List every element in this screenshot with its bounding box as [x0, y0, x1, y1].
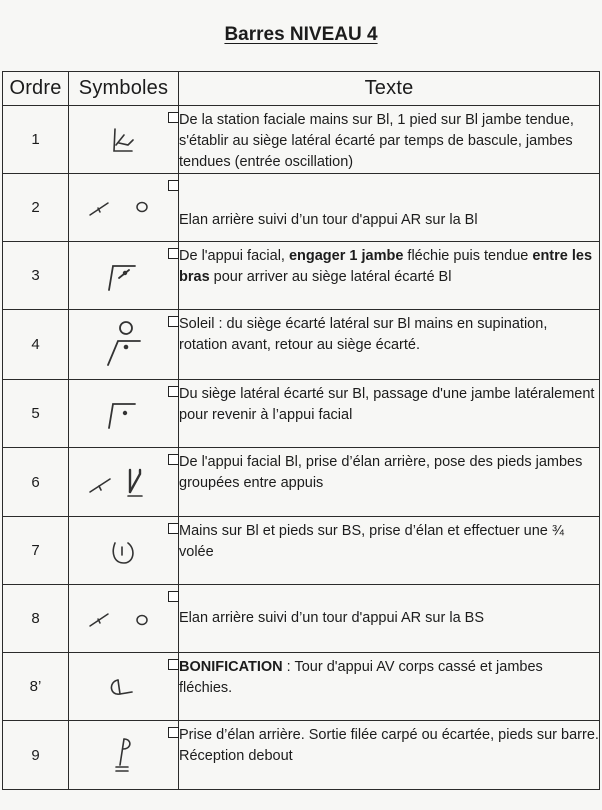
bold-text-segment: BONIFICATION [179, 659, 283, 675]
squat-on-symbol-icon [84, 462, 164, 502]
piked-circle-symbol-icon [102, 672, 146, 702]
checkbox[interactable] [168, 523, 179, 534]
row-order: 7 [3, 517, 69, 585]
text-segment: Mains sur Bl et pieds sur BS, prise d’élan et effectuer une ¾ volée [179, 523, 564, 560]
row-order: 8’ [3, 653, 69, 721]
text-segment: : Tour d'appui AV corps cassé et jambes fléchies. [179, 659, 543, 696]
row-text [179, 106, 600, 174]
text-segment: De la station faciale mains sur Bl, 1 pied sur Bl jambe tendue, s'établir au siège latéral écarté par temps de bascule, jambes tendues (entrée oscillation) [179, 112, 574, 170]
header-texte: Texte [179, 72, 600, 106]
checkbox[interactable] [168, 659, 179, 670]
text-segment: Elan arrière suivi d’un tour d'appui AR sur la Bl [179, 212, 478, 228]
checkbox[interactable] [168, 386, 179, 397]
checkbox[interactable] [168, 316, 179, 327]
text-segment: De l'appui facial, [179, 248, 289, 264]
table-row [3, 448, 600, 517]
exercise-table [2, 71, 600, 790]
row-order: 1 [3, 106, 69, 174]
row-order: 6 [3, 448, 69, 517]
header-symboles: Symboles [69, 72, 179, 106]
sun-rotation-symbol-icon [96, 319, 152, 371]
table-header-row [3, 72, 600, 106]
table-row [3, 721, 600, 790]
symbol-cell [69, 242, 179, 310]
text-segment: pour arriver au siège latéral écarté Bl [209, 269, 452, 285]
text-segment: fléchie puis tendue [403, 248, 533, 264]
checkbox[interactable] [168, 454, 179, 465]
dismount-symbol-icon [104, 735, 144, 775]
checkbox[interactable] [168, 591, 179, 602]
bold-text-segment: engager 1 jambe [288, 248, 404, 264]
symbol-cell [69, 380, 179, 448]
symbol-cell [69, 517, 179, 585]
row-text [179, 653, 600, 721]
header-ordre: Ordre [3, 72, 69, 106]
table-row [3, 653, 600, 721]
row-text [179, 242, 600, 310]
document-title: Barres NIVEAU 4 [224, 24, 378, 45]
three-quarter-swing-symbol-icon [102, 533, 146, 569]
front-support-leg-symbol-icon [99, 396, 149, 432]
symbol-cell [69, 653, 179, 721]
checkbox[interactable] [168, 180, 179, 191]
back-swing-circle-symbol-icon [84, 604, 164, 634]
text-segment: Soleil : du siège écarté latéral sur Bl mains en supination, rotation avant, retour au siège écarté. [179, 316, 548, 353]
front-support-leg-symbol-icon [99, 258, 149, 294]
text-segment: De l'appui facial Bl, prise d’élan arrière, pose des pieds jambes groupées entre appuis [179, 454, 583, 491]
symbol-cell [69, 106, 179, 174]
row-text [179, 721, 600, 790]
row-text [179, 174, 600, 242]
text-segment: Elan arrière suivi d’un tour d'appui AR sur la BS [179, 610, 485, 626]
row-order: 8 [3, 585, 69, 653]
row-order: 9 [3, 721, 69, 790]
sit-straddle-symbol-icon [102, 123, 146, 157]
table-row [3, 380, 600, 448]
row-text [179, 517, 600, 585]
table-row [3, 174, 600, 242]
symbol-cell [69, 310, 179, 380]
table-row [3, 517, 600, 585]
row-order: 2 [3, 174, 69, 242]
table-row [3, 310, 600, 380]
symbol-cell [69, 174, 179, 242]
symbol-cell [69, 721, 179, 790]
text-segment: Du siège latéral écarté sur Bl, passage d'une jambe latéralement pour revenir à l’appui facial [179, 386, 595, 423]
checkbox[interactable] [168, 112, 179, 123]
row-text [179, 380, 600, 448]
back-swing-circle-symbol-icon [84, 193, 164, 223]
row-text [179, 585, 600, 653]
table-row [3, 106, 600, 174]
row-text [179, 310, 600, 380]
bold-text-segment: entre les bras [179, 248, 593, 285]
row-text [179, 448, 600, 517]
table-row [3, 242, 600, 310]
row-order: 3 [3, 242, 69, 310]
row-order: 5 [3, 380, 69, 448]
symbol-cell [69, 448, 179, 517]
row-order: 4 [3, 310, 69, 380]
symbol-cell [69, 585, 179, 653]
checkbox[interactable] [168, 248, 179, 259]
text-segment: Prise d’élan arrière. Sortie filée carpé ou écartée, pieds sur barre. Réception debout [179, 727, 599, 764]
checkbox[interactable] [168, 727, 179, 738]
table-row [3, 585, 600, 653]
